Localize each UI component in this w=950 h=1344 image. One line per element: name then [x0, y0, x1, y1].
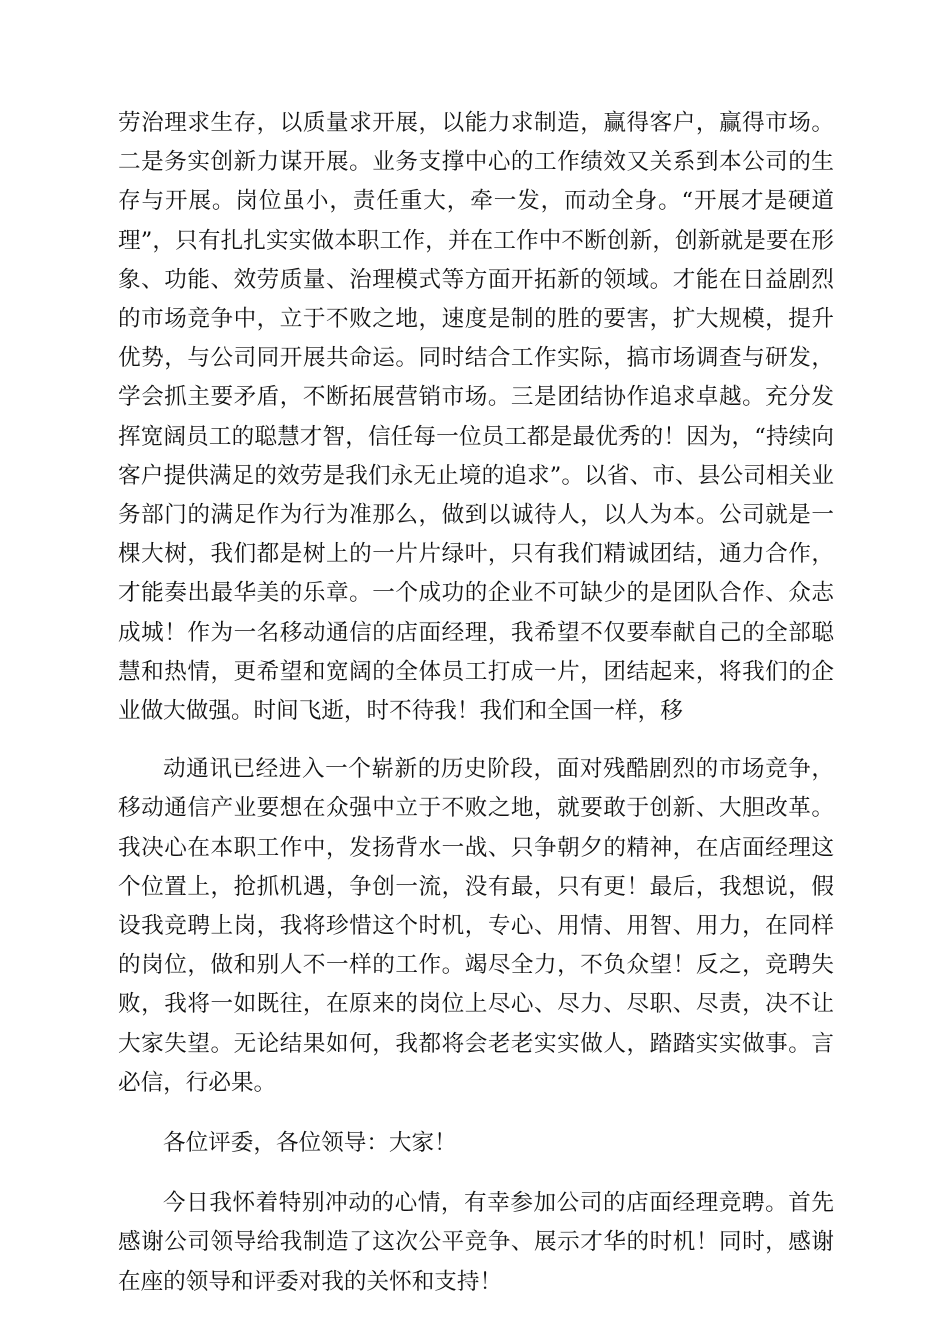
document-page [118, 104, 834, 1302]
paragraph-3-salutation: 各位评委，各位领导：大家！ [163, 1130, 457, 1157]
paragraph-1: 劳治理求生存，以质量求开展，以能力求制造，赢得客户，赢得市场。二是务实创新力谋开展。业务支撑中心的工作绩效又关系到本公司的生存与开展。岗位虽小，责任重大，牵一发，而动全身。“开展才是硬道理”，只有扎扎实实做本职工作，并在工作中不断创新，创新就是要在形象、功能、效劳质量、治理模式等方面开拓新的领域。才能在日益剧烈的市场竞争中，立于不败之地，速度是制的胜的要害，扩大规模，提升优势，与公司同开展共命运。同时结合工作实际，搞市场调查与研发，学会抓主要矛盾，不断拓展营销市场。三是团结协作追求卓越。充分发挥宽阔员工的聪慧才智，信任每一位员工都是最优秀的！因为，“持续向客户提供满足的效劳是我们永无止境的追求”。以省、市、县公司相关业务部门的满足作为行为准那么，做到以诚待人，以人为本。公司就是一棵大树，我们都是树上的一片片绿叶，只有我们精诚团结，通力合作，才能奏出最华美的乐章。一个成功的企业不可缺少的是团队合作、众志成城！作为一名移动通信的店面经理，我希望不仅要奉献自己的全部聪慧和热情，更希望和宽阔的全体员工打成一片，团结起来，将我们的企业做大做强。时间飞逝，时不待我！我们和全国一样，移 [118, 110, 834, 725]
paragraph-2: 动通讯已经进入一个崭新的历史阶段，面对残酷剧烈的市场竞争，移动通信产业要想在众强中立于不败之地，就要敢于创新、大胆改革。我决心在本职工作中，发扬背水一战、只争朝夕的精神，在店面经理这个位置上，抢抓机遇，争创一流，没有最，只有更！最后，我想说，假设我竞聘上岗，我将珍惜这个时机，专心、用情、用智、用力，在同样的岗位，做和别人不一样的工作。竭尽全力，不负众望！反之，竞聘失败，我将一如既往，在原来的岗位上尽心、尽力、尽职、尽责，决不让大家失望。无论结果如何，我都将会老老实实做人，踏踏实实做事。言必信，行必果。 [118, 756, 834, 1096]
paragraph-4: 今日我怀着特别冲动的心情，有幸参加公司的店面经理竞聘。首先感谢公司领导给我制造了这次公平竞争、展示才华的时机！同时，感谢在座的领导和评委对我的关怀和支持！ [118, 1190, 834, 1295]
